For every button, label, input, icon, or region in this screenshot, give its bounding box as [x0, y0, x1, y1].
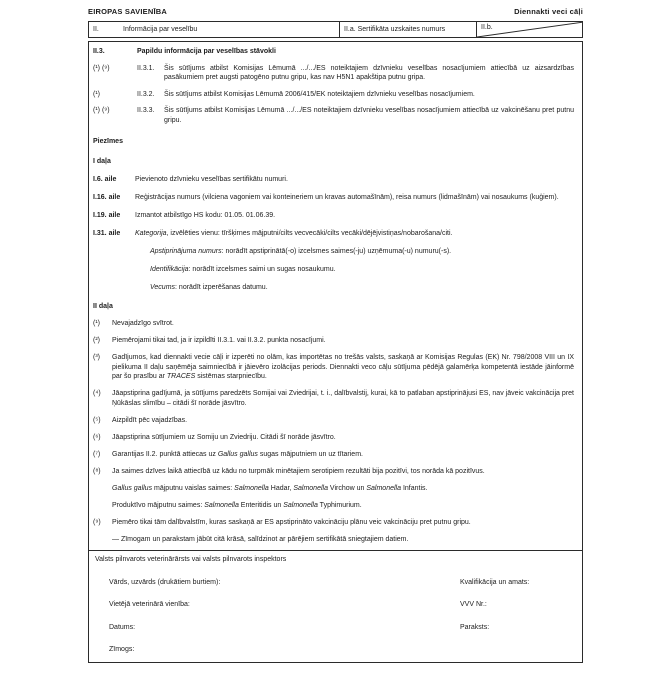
clause-ii33-text: Šis sūtījums atbilst Komisijas Lēmumā .../.../ES noteiktajiem dzīvnieku veselības nosacījumiem attiecībā uz vakcinēšanu pret putnu gripu.: [164, 107, 574, 124]
footnote-7: [93, 450, 576, 460]
notes-title: Piezīmes: [93, 138, 123, 145]
footnote-2-mark: (²): [93, 337, 100, 344]
part-i-title: I daļa: [93, 157, 111, 165]
clause-ii31-footnote-marks: (¹) (⁹): [93, 64, 110, 72]
notes-body: [88, 41, 583, 551]
section-ii3-heading: [93, 47, 576, 57]
qualification-label: Kvalifikācija un amats:: [460, 578, 530, 586]
box-reference-i6: [93, 175, 576, 185]
section-ii3-title: Papildu informācija par veselības stāvokli: [137, 48, 276, 55]
certificate-subject: Diennakti veci cāļi: [514, 7, 583, 16]
cell-iib: [476, 22, 582, 37]
footnote-5-mark: (⁵): [93, 416, 101, 424]
stamp-colour-note: [93, 535, 576, 545]
signature-label: Paraksts:: [460, 623, 490, 631]
cell-iib-label: II.b.: [481, 24, 493, 31]
box-i6-label: I.6. aile: [93, 175, 117, 183]
box-i31-text: Kategorija, izvēlēties vienu: tīršķirnes mājputni/cilts vecvecāki/cilts vecāki/dējējvistiņas/nobarošana/citi.: [135, 229, 453, 237]
clause-ii31-number: II.3.1.: [137, 64, 155, 72]
certificate-page: [88, 7, 583, 663]
footnote-3-mark: (³): [93, 354, 100, 361]
clause-ii32-number: II.3.2.: [137, 90, 155, 98]
health-info-header-row: [88, 21, 583, 38]
footnote-8-breeding-flocks: [93, 484, 576, 494]
footnote-7-text: Garantijas II.2. punktā attiecas uz Gallus gallus sugas mājputniem un uz tītariem.: [112, 450, 363, 458]
footnote-4: [93, 389, 576, 408]
footnote-4-text: Jāapstiprina gadījumā, ja sūtījums paredzēts Somijai vai Zviedrijai, t. i., dalībvalstij, kurai, kā to patlaban apstiprinājusi ES, nav jāveic vakcinācija pret Ņūkāslas slimību – citādi šī norāde jāsvītro.: [112, 390, 574, 407]
name-label: Vārds, uzvārds (drukātiem burtiem):: [109, 578, 221, 586]
clause-ii32-footnote-marks: (¹): [93, 90, 100, 98]
clause-ii33: [93, 106, 576, 125]
footnote-1-mark: (¹): [93, 320, 100, 327]
box-i31-age-note: Vecums: norādīt izperēšanas datumu.: [150, 283, 268, 291]
footnote-6-mark: (⁶): [93, 433, 101, 441]
part-ii-title: II daļa: [93, 303, 113, 310]
box-reference-i31: [93, 229, 576, 239]
clause-ii31: [93, 64, 576, 83]
footnote-6-text: Jāapstiprina sūtījumiem uz Somiju un Zviedriju. Citādi šī norāde jāsvītro.: [112, 433, 336, 441]
footnote-9-mark: (⁹): [93, 518, 101, 526]
box-i16-text: Reģistrācijas numurs (vilciena vagoniem vai konteineriem un kravas automašīnām), reisa numurs (lidmašīnām) vai nosaukums (kuģiem).: [135, 193, 559, 201]
clause-ii31-text: Šis sūtījums atbilst Komisijas Lēmumā .../.../ES noteiktajiem dzīvnieku veselības nosacījumiem attiecībā uz aizsardzības pasākumiem pret augsti patogēno putnu gripu, kas nav H5N1 apakštipa putnu gripa.: [164, 64, 574, 81]
box-i19-label: I.19. aile: [93, 211, 121, 219]
clause-ii32-text: Šis sūtījums atbilst Komisijas Lēmumā 2006/415/EK noteiktajiem dzīvnieku veselības nosacījumiem.: [164, 90, 475, 98]
footnote-7-mark: (⁷): [93, 450, 101, 458]
signature-row-date: [95, 623, 576, 633]
signature-block: [88, 550, 583, 663]
box-i31-approval-number-note: Apstiprinājuma numurs: norādīt apstiprinātā(-o) izcelsmes saimes(-ju) uzņēmuma(-u) numuru(-s).: [150, 247, 452, 255]
footnote-2: [93, 336, 576, 346]
clause-ii33-number: II.3.3.: [137, 107, 155, 114]
cell-ii-label: Informācija par veselību: [123, 26, 198, 33]
footnote-8-mark: (⁸): [93, 467, 101, 475]
footnote-5: [93, 416, 576, 426]
footnote-8-productive-flocks: [93, 501, 576, 511]
box-reference-i16: [93, 193, 576, 203]
eu-title: EIROPAS SAVIENĪBA: [88, 7, 167, 16]
clause-ii32: [93, 90, 576, 100]
signature-row-stamp: [95, 645, 576, 655]
signature-title: Valsts pilnvarots veterinārārsts vai valsts pilnvarots inspektors: [95, 556, 287, 563]
box-i6-text: Pievienoto dzīvnieku veselības sertifikātu numuri.: [135, 175, 288, 183]
footnote-5-text: Aizpildīt pēc vajadzības.: [112, 416, 188, 424]
box-i16-label: I.16. aile: [93, 193, 121, 201]
footnote-8-text: Ja saimes dzīves laikā attiecībā uz kādu no turpmāk minētajiem serotipiem rezultāti bija pozitīvi, tos norāda kā pozitīvus.: [112, 467, 485, 475]
local-vet-unit-label: Vietējā veterinārā vienība:: [109, 601, 190, 608]
vvv-number-label: VVV Nr.:: [460, 601, 487, 608]
date-label: Datums:: [109, 623, 136, 631]
box-i31-label: I.31. aile: [93, 229, 121, 237]
footnote-2-text: Piemērojami tikai tad, ja ir izpildīti II.3.1. vai II.3.2. punkta nosacījumi.: [112, 337, 326, 344]
footnote-4-mark: (⁴): [93, 390, 101, 397]
footnote-1-text: Nevajadzīgo svītrot.: [112, 320, 174, 327]
signature-row-unit: [95, 600, 576, 610]
box-i31-identification-note: Identifikācija: norādīt izcelsmes saimi un sugas nosaukumu.: [150, 265, 336, 273]
box-i19-text: Izmantot atbilstīgo HS kodu: 01.05. 01.06.39.: [135, 211, 276, 219]
stamp-colour-note-text: — Zīmogam un parakstam jābūt citā krāsā, salīdzinot ar pārējiem sertifikātā sniegtajiem datiem.: [112, 535, 409, 543]
box-reference-i19: [93, 211, 576, 221]
footnote-6: [93, 433, 576, 443]
footnote-8: [93, 467, 576, 477]
cell-ii-number: II.: [93, 26, 99, 33]
footnote-9: [93, 518, 576, 528]
section-ii3-number: II.3.: [93, 48, 105, 55]
footnote-8-breeding-flocks-text: Gallus gallus mājputnu vaislas saimes: Salmonella Hadar, Salmonella Virchow un Salmonella Infantis.: [112, 484, 428, 492]
stamp-label: Zīmogs:: [109, 646, 135, 653]
cell-iia: II.a. Sertifikāta uzskaites numurs: [339, 22, 476, 37]
footnote-8-productive-flocks-text: Produktīvo mājputnu saimes: Salmonella Enteritidis un Salmonella Typhimurium.: [112, 501, 362, 509]
footnote-9-text: Piemēro tikai tām dalībvalstīm, kuras saskaņā ar ES apstiprināto vakcināciju plānu veic vakcināciju pret putnu gripu.: [112, 518, 471, 526]
footnote-3: [93, 353, 576, 382]
signature-row-name: [95, 578, 576, 588]
page-header: [88, 7, 583, 16]
clause-ii33-footnote-marks: (¹) (⁹): [93, 107, 110, 114]
footnote-3-text: Gadījumos, kad diennakti vecie cāļi ir izperēti no olām, kas importētas no trešās valsts, saskaņā ar Komisijas Regulas (EK) Nr. 798/2008 VIII un IX pielikuma II daļu saņēmēja saimniecībā ir jāievēro izolācijas periods. Diennakti veco cāļu sūtījuma pēdējā galamērķa kompetentā iestāde jāinformē par šo prasību ar TRACES sistēmas starpniecību.: [112, 354, 574, 380]
footnote-1: [93, 319, 576, 329]
cell-part-ii: [89, 22, 339, 37]
